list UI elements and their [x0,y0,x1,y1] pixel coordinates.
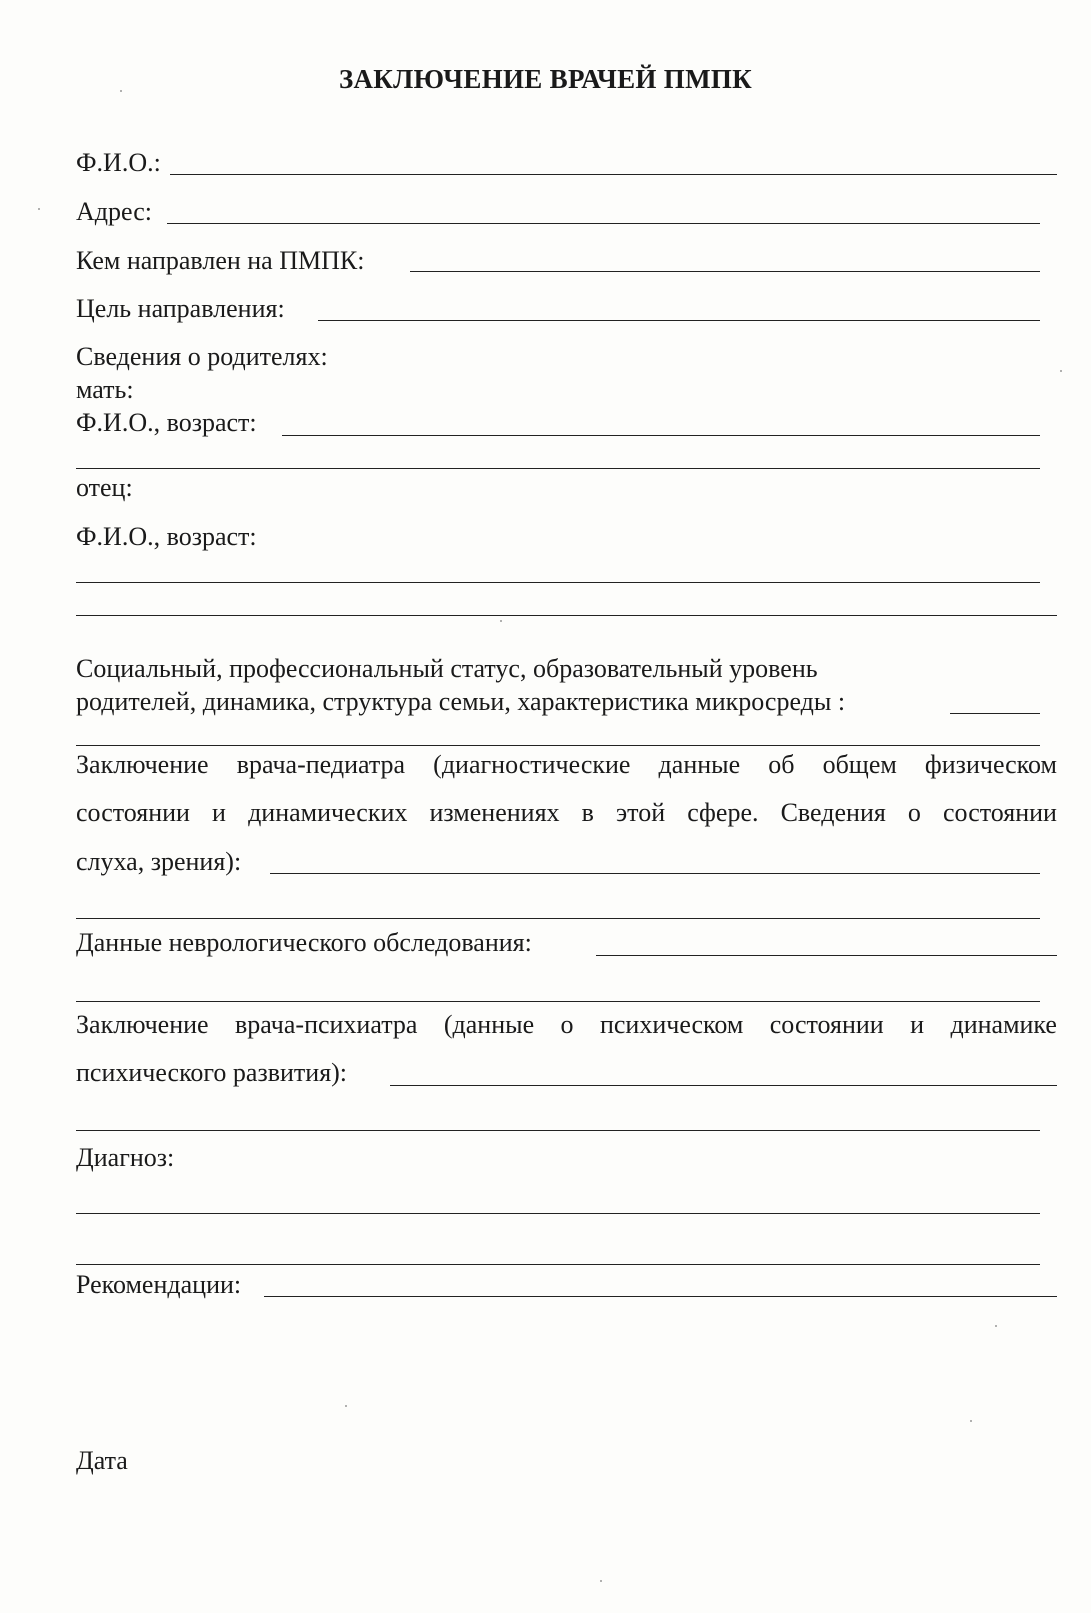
psychiatrist-word: и [910,1010,925,1039]
pediatrician-word: о [907,798,921,827]
address-line[interactable] [167,223,1040,224]
scan-speck [970,1420,972,1422]
psychiatrist-answer-line[interactable] [390,1085,1057,1086]
pediatrician-word: и [212,798,226,827]
psychiatrist-word: врача-психиатра [235,1010,418,1039]
father-fio-label: Ф.И.О., возраст: [76,522,257,551]
pediatrician-word: изменениях [429,798,560,827]
mother-extra-line[interactable] [76,468,1040,469]
social-status-line-2: родителей, динамика, структура семьи, характеристика микросреды : [76,687,846,716]
diagnosis-line-2[interactable] [76,1264,1040,1265]
psychiatrist-word: динамике [950,1010,1057,1039]
psychiatrist-word: о [560,1010,574,1039]
pediatrician-word: данные [658,750,741,779]
neuro-answer-line[interactable] [596,955,1057,956]
pediatrician-word: Сведения [780,798,886,827]
psychiatrist-line-1 [76,1012,1057,1038]
pediatrician-word: Заключение [76,750,209,779]
neuro-label: Данные неврологического обследования: [76,928,532,957]
recommendations-answer-line[interactable] [264,1296,1057,1297]
pediatrician-word: (диагностические [433,750,631,779]
mother-fio-line[interactable] [282,435,1040,436]
scan-speck [345,1405,347,1407]
fio-label: Ф.И.О.: [76,148,161,177]
psychiatrist-extra-line[interactable] [76,1130,1040,1131]
neuro-extra-line[interactable] [76,1001,1040,1002]
mother-fio-label: Ф.И.О., возраст: [76,408,257,437]
father-line-1[interactable] [76,582,1040,583]
psychiatrist-word: состоянии [769,1010,884,1039]
purpose-label: Цель направления: [76,294,285,323]
father-line-2[interactable] [76,615,1057,616]
pediatrician-extra-line[interactable] [76,918,1040,919]
purpose-line[interactable] [318,320,1040,321]
social-status-answer-line[interactable] [950,713,1040,714]
father-label: отец: [76,473,133,502]
social-status-line-1: Социальный, профессиональный статус, образовательный уровень [76,654,818,683]
pediatrician-word: динамических [248,798,408,827]
diagnosis-line-1[interactable] [76,1213,1040,1214]
scan-speck [120,90,122,92]
pediatrician-line-2 [76,800,1057,826]
parents-label: Сведения о родителях: [76,342,328,371]
pediatrician-word: состоянии [76,798,190,827]
diagnosis-label: Диагноз: [76,1143,175,1172]
scan-speck [1060,370,1062,372]
scan-speck [995,1325,997,1327]
pediatrician-word: в [581,798,594,827]
psychiatrist-line-2: психического развития): [76,1058,348,1087]
referred-by-label: Кем направлен на ПМПК: [76,246,365,275]
pediatrician-word: физическом [924,750,1057,779]
psychiatrist-word: психическом [599,1010,744,1039]
scan-speck [38,208,40,210]
pediatrician-line-1 [76,752,1057,778]
scan-speck [600,1580,602,1582]
psychiatrist-word: (данные [443,1010,535,1039]
form-title: ЗАКЛЮЧЕНИЕ ВРАЧЕЙ ПМПК [338,64,753,94]
scan-speck [500,620,502,622]
pediatrician-word: сфере. [687,798,759,827]
fio-line[interactable] [170,174,1057,175]
pediatrician-line-3: слуха, зрения): [76,847,242,876]
mother-label: мать: [76,375,134,404]
psychiatrist-word: Заключение [76,1010,209,1039]
date-label: Дата [76,1446,128,1475]
pediatrician-word: этой [616,798,666,827]
address-label: Адрес: [76,197,152,226]
referred-by-line[interactable] [410,271,1040,272]
pediatrician-word: состоянии [943,798,1057,827]
pediatrician-word: общем [822,750,897,779]
pediatrician-word: врача-педиатра [236,750,406,779]
social-status-extra-line[interactable] [76,745,1040,746]
pediatrician-word: об [768,750,795,779]
pediatrician-answer-line[interactable] [270,873,1040,874]
recommendations-label: Рекомендации: [76,1270,242,1299]
